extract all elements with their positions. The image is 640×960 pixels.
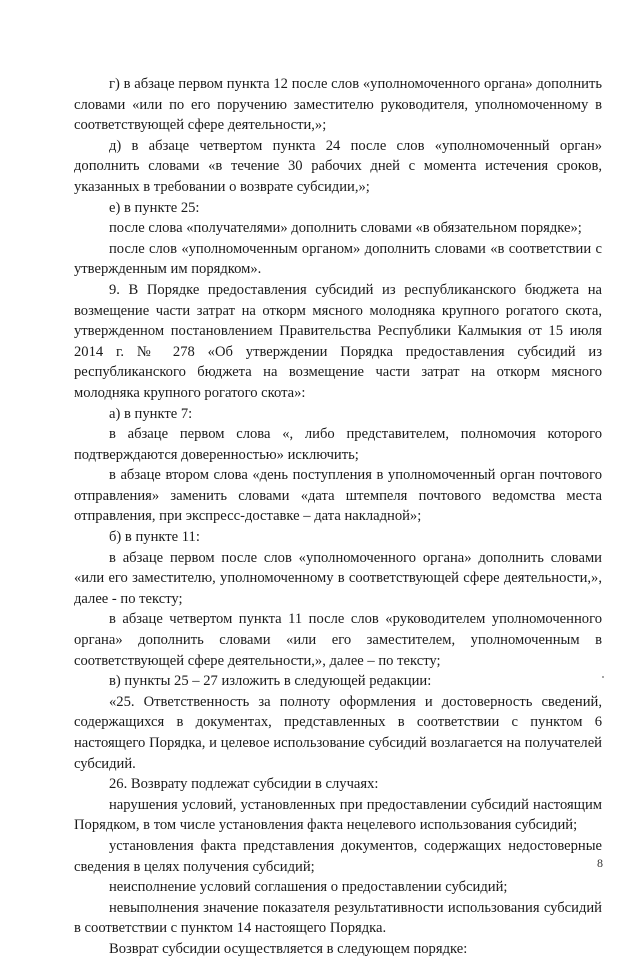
paragraph-refund-procedure: Возврат субсидии осуществляется в следующем порядке: — [109, 940, 468, 957]
paragraph-case-false-documents: установления факта представления документов, содержащих недостоверные сведения в целях получения субсидий; — [74, 837, 602, 875]
paragraph-24d: д) в абзаце четвертом пункта 24 после слов «уполномоченный орган» дополнить словами «в течение 30 рабочих дней с момента истечения сроков, указанных в требовании о возврате субсидии,»; — [74, 137, 602, 195]
paragraph-case-indicator: невыполнения значение показателя результативности использования субсидий в соответствии с пунктом 14 настоящего Порядка. — [74, 899, 602, 937]
paragraph-item-9: 9. В Порядке предоставления субсидий из республиканского бюджета на возмещение части затрат на откорм мясного молодняка крупного рогатого скота, утвержденном постановлением Правительства Республики Калмыкия от 15 июля 2014 г. № 278 «Об утверждении Порядка предоставления субсидий из республиканского бюджета на возмещение части затрат на откорм мясного молодняка крупного рогатого скота»: — [74, 281, 602, 401]
paragraph-25e-heading: е) в пункте 25: — [109, 199, 200, 216]
paragraph-25-27v-heading: в) пункты 25 – 27 изложить в следующей редакции: — [109, 673, 432, 690]
document-body — [74, 74, 602, 960]
paragraph-clause-26: 26. Возврату подлежат субсидии в случаях: — [109, 776, 379, 793]
paragraph-7a-heading: а) в пункте 7: — [109, 405, 193, 422]
paragraph-11b-first: в абзаце первом после слов «уполномоченного органа» дополнить словами «или его заместителю, уполномоченному в соответствующей сфере деятельности,», далее - по тексту; — [74, 549, 602, 607]
paragraph-11b-fourth: в абзаце четвертом пункта 11 после слов «руководителем уполномоченного органа» дополнить словами «или его заместителем, уполномоченным в соответствующей сфере деятельности,», далее – по тексту; — [74, 611, 602, 669]
paragraph-7a-second: в абзаце втором слова «день поступления в уполномоченный орган почтового отправления» заменить словами «дата штемпеля почтового ведомства места отправления, при экспресс-доставке – дата накладной»; — [74, 467, 602, 525]
paragraph-25e-authority: после слов «уполномоченным органом» дополнить словами «в соответствии с утвержденным им порядком». — [74, 240, 602, 278]
paragraph-clause-25: «25. Ответственность за полноту оформления и достоверность сведений, содержащихся в документах, представленных в соответствии с пунктом 6 настоящего Порядка, и целевое использование субсидий возлагается на получателей субсидий. — [74, 693, 602, 772]
scan-speck — [602, 676, 604, 678]
paragraph-case-agreement: неисполнение условий соглашения о предоставлении субсидий; — [109, 879, 508, 896]
page-number: 8 — [597, 856, 603, 870]
paragraph-7a-first: в абзаце первом слова «, либо представителем, полномочия которого подтверждаются доверенностью» исключить; — [74, 426, 602, 463]
paragraph-11b-heading: б) в пункте 11: — [109, 529, 200, 546]
paragraph-case-violation: нарушения условий, установленных при предоставлении субсидий настоящим Порядком, в том числе установления факта нецелевого использования субсидий; — [74, 796, 602, 834]
paragraph-12g: г) в абзаце первом пункта 12 после слов «уполномоченного органа» дополнить словами «или по его поручению заместителю руководителя, уполномоченному в соответствующей сфере деятельности,»; — [74, 76, 602, 134]
paragraph-25e-recipients: после слова «получателями» дополнить словами «в обязательном порядке»; — [109, 220, 582, 237]
